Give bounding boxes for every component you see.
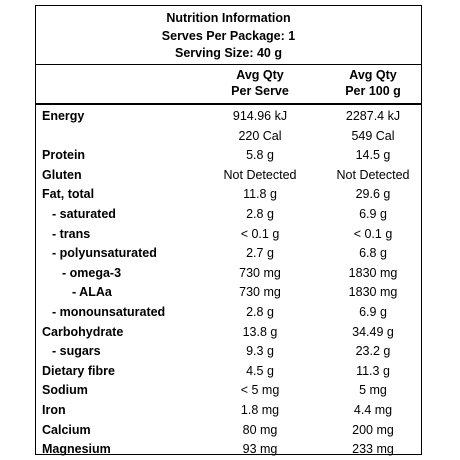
nutrient-name: Calcium [42,422,91,437]
nutrient-name: Energy [42,109,85,123]
nutrient-name: - omega-3 [62,265,122,280]
value-per-100g: 6.8 g [359,246,387,261]
value-per-100g: 6.9 g [359,305,387,319]
panel-header [36,6,421,65]
serves-per-package: Serves Per Package: 1 [161,29,296,43]
value-per-serve: 80 mg [242,422,278,437]
value-per-serve: 5.8 g [246,148,274,163]
table-row [36,166,421,186]
value-per-100g: 233 mg [352,442,394,457]
nutrient-name: - monounsaturated [52,305,166,319]
nutrient-name: Protein [42,148,86,163]
column-header-per-100g [318,68,428,99]
value-per-100g: 1830 mg [348,285,398,300]
value-per-serve: < 5 mg [240,383,280,398]
value-per-serve: 13.8 g [242,324,278,339]
value-per-100g: 14.5 g [355,148,391,163]
panel-title: Nutrition Information [166,11,291,25]
column-header-per-serve [205,68,315,99]
table-row [36,107,421,127]
column-header-per-100g-line1: Avg Qty [349,68,397,82]
value-per-100g: < 0.1 g [353,226,393,241]
nutrient-name: Gluten [42,167,82,182]
nutrient-name: - ALAa [72,285,112,300]
table-row [36,185,421,205]
table-row [36,127,421,147]
value-per-serve: 220 Cal [238,128,282,143]
value-per-100g: 34.49 g [352,324,394,339]
nutrient-name: Dietary fibre [42,363,115,378]
value-per-100g: 200 mg [352,422,394,437]
column-header-per-serve-line1: Avg Qty [236,68,284,82]
nutrient-name: Magnesium [42,442,111,457]
value-per-serve: 1.8 mg [240,403,280,417]
value-per-serve: 4.5 g [246,363,274,378]
value-per-100g: 11.3 g [356,363,390,378]
nutrient-name: - saturated [52,207,116,221]
table-row [36,323,421,343]
value-per-serve: 730 mg [239,285,281,300]
value-per-100g: 23.2 g [355,344,391,359]
column-header-per-100g-line2: Per 100 g [345,83,401,98]
table-row [36,401,421,421]
value-per-serve: 2.7 g [246,246,274,261]
value-per-serve: 2.8 g [246,207,274,221]
table-row [36,225,421,245]
value-per-100g: 6.9 g [359,207,387,221]
value-per-serve: 914.96 kJ [232,109,288,123]
nutrient-name: Sodium [42,383,88,398]
value-per-100g: 5 mg [359,383,387,398]
table-row [36,362,421,382]
nutrient-name: - sugars [52,344,101,359]
table-row [36,205,421,225]
value-per-serve: 730 mg [239,265,281,280]
table-row [36,146,421,166]
serving-size: Serving Size: 40 g [175,46,282,60]
value-per-100g: 4.4 mg [353,403,393,417]
nutrient-name: Carbohydrate [42,324,124,339]
value-per-100g: Not Detected [336,167,410,182]
nutrient-name: - polyunsaturated [52,246,157,261]
table-row [36,303,421,323]
table-row [36,381,421,401]
table-row [36,244,421,264]
table-row [36,264,421,284]
nutrient-name: Fat, total [42,187,95,202]
value-per-serve: 2.8 g [246,305,274,319]
value-per-100g: 29.6 g [355,187,391,202]
column-headers [36,65,421,105]
nutrient-name: - trans [52,226,91,241]
table-row [36,283,421,303]
value-per-serve: Not Detected [223,167,297,182]
value-per-100g: 1830 mg [348,265,398,280]
table-row [36,421,421,441]
nutrient-name: Iron [42,403,66,417]
table-row [36,342,421,362]
nutrition-panel [35,5,422,455]
value-per-serve: 93 mg [242,442,278,457]
value-per-serve: 9.3 g [246,344,274,359]
value-per-serve: < 0.1 g [240,226,280,241]
value-per-100g: 2287.4 kJ [345,109,401,123]
table-row [36,440,421,460]
value-per-serve: 11.8 g [243,187,277,202]
column-header-per-serve-line2: Per Serve [231,83,289,98]
value-per-100g: 549 Cal [351,128,395,143]
